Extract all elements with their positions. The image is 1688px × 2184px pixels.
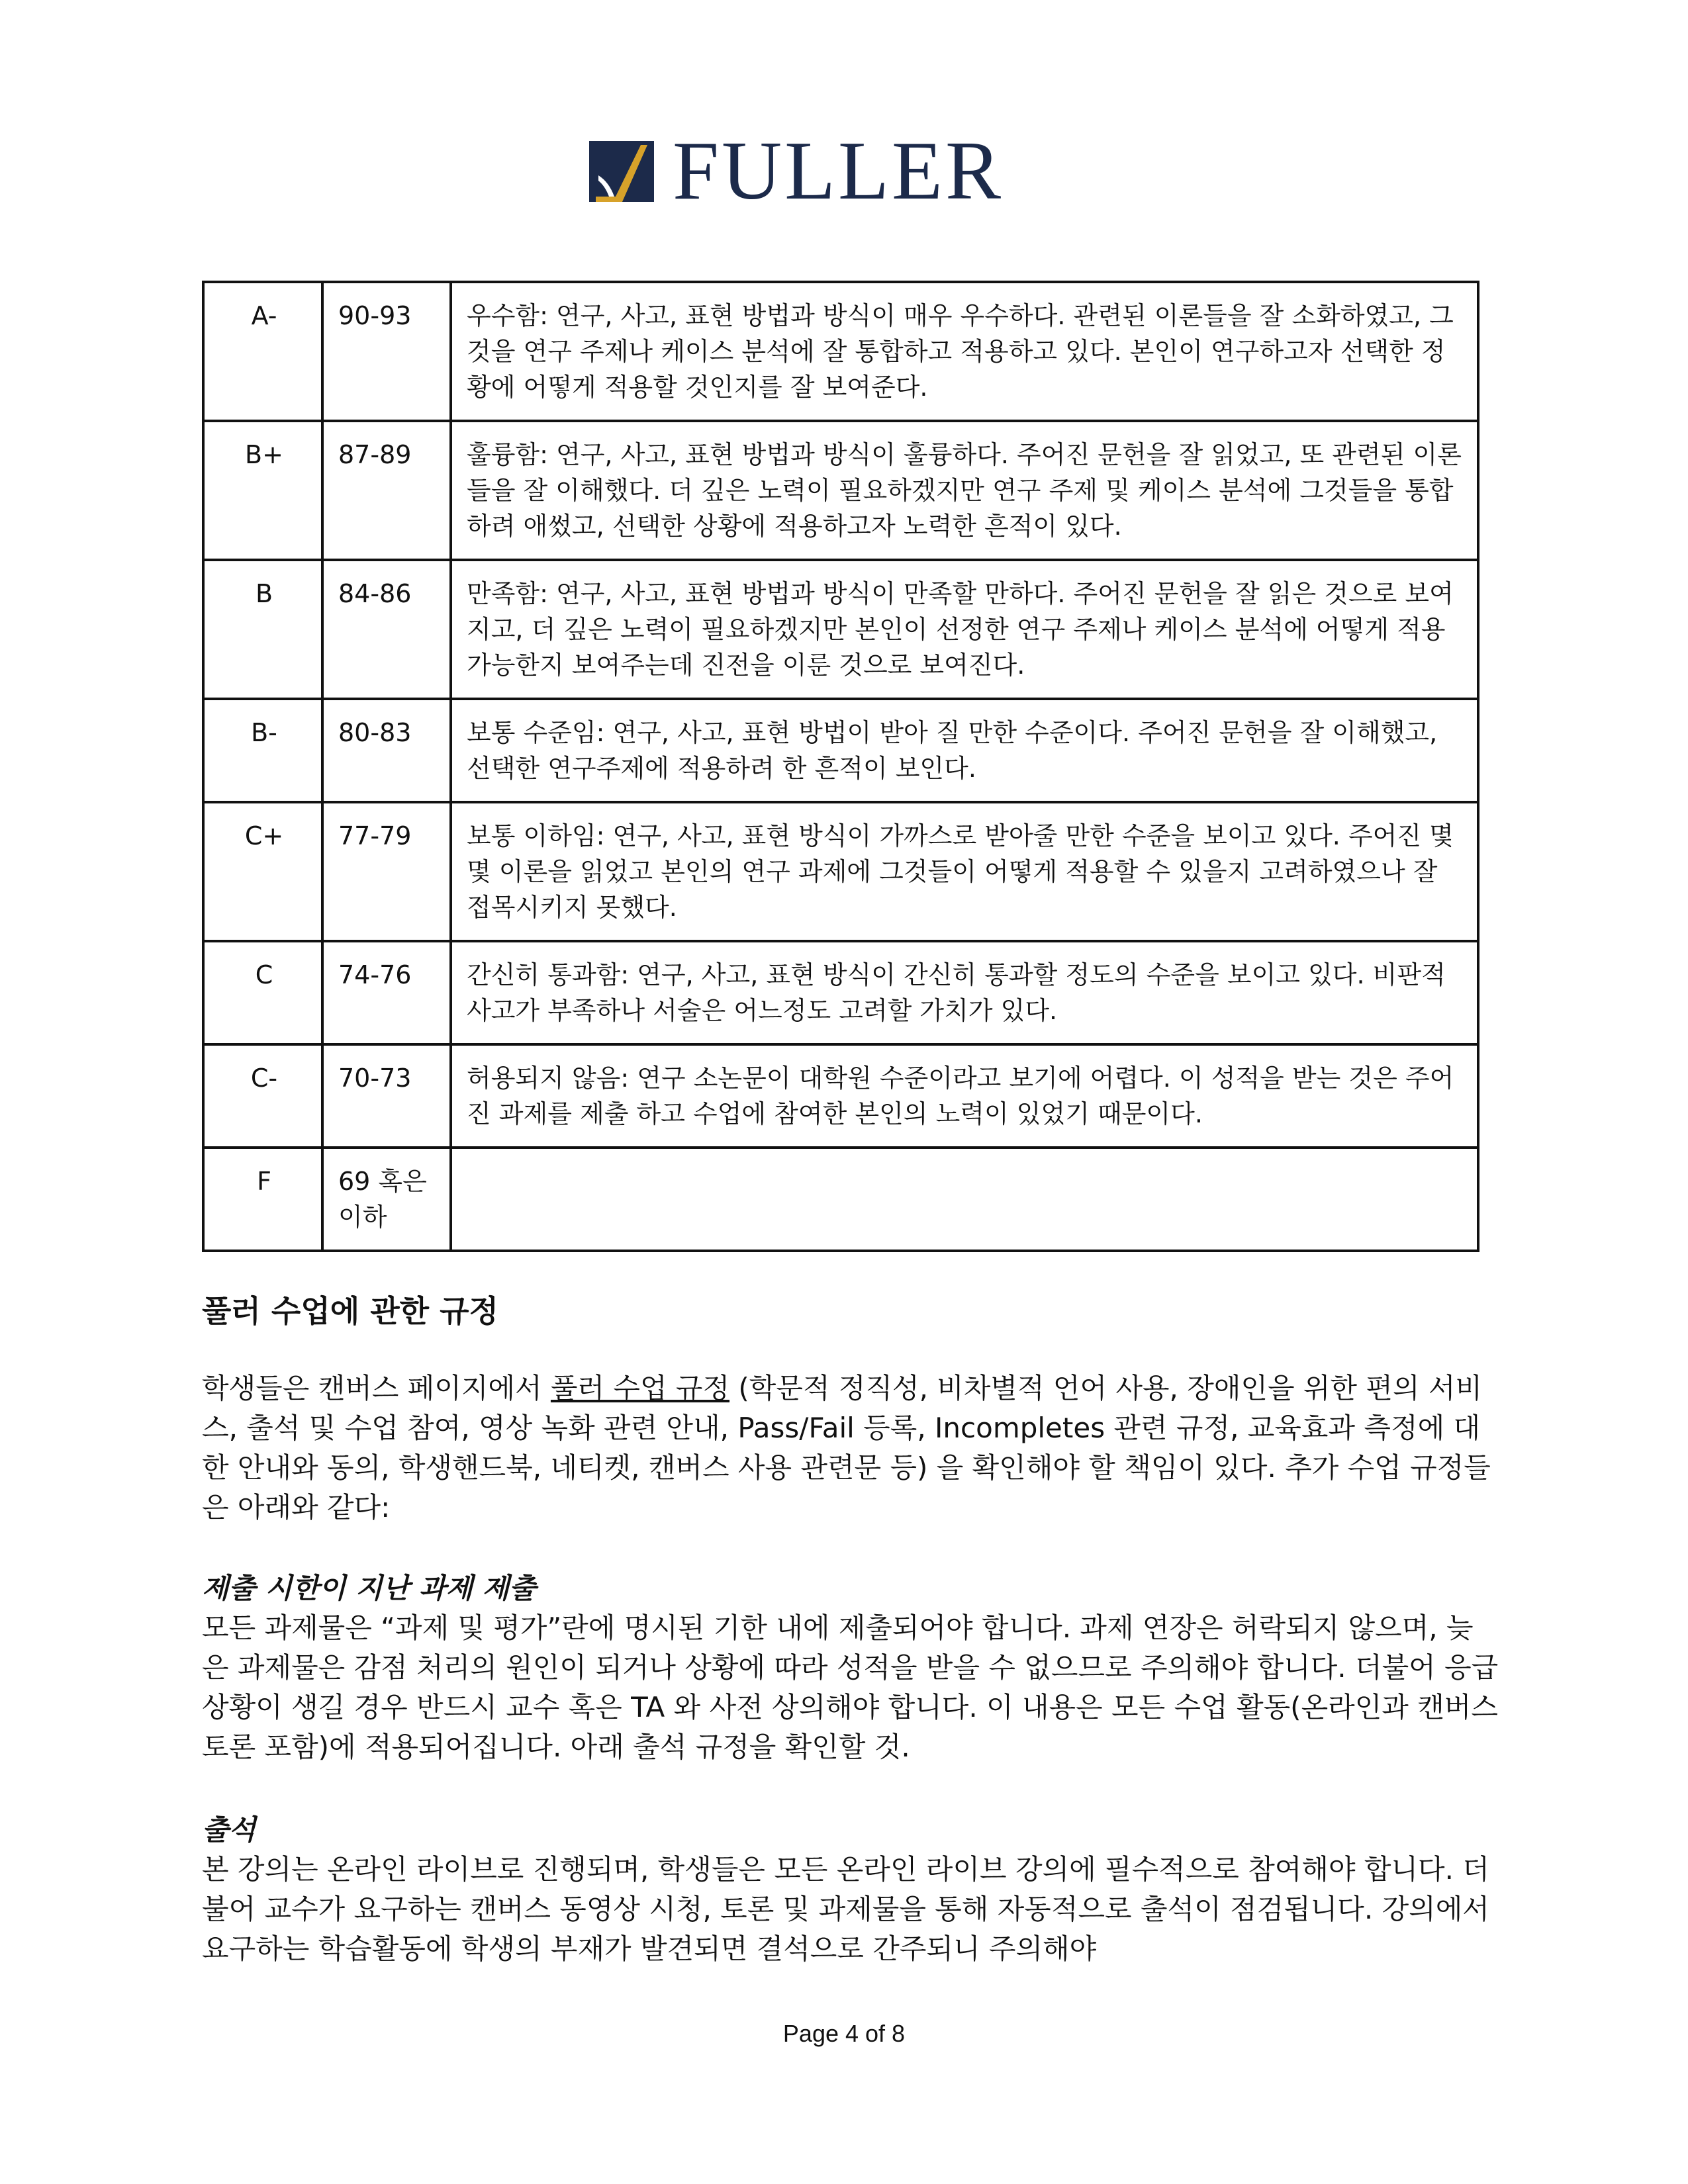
policies-title: 풀러 수업에 관한 규정: [202, 1293, 498, 1329]
fuller-wordmark: FULLER: [673, 125, 1004, 217]
grade-description: 허용되지 않음: 연구 소논문이 대학원 수준이라고 보기에 어렵다. 이 성적을 받는 것은 주어진 과제를 제출 하고 수업에 참여한 본인의 노력이 있었기 때문이다.: [451, 1044, 1478, 1148]
grade-row: [203, 1148, 1478, 1251]
grade-description: 보통 이하임: 연구, 사고, 표현 방식이 가까스로 받아줄 만한 수준을 보이고 있다. 주어진 몇몇 이론을 읽었고 본인의 연구 과제에 그것들이 어떻게 적용할 수 있을지 고려하였으나 잘 접목시키지 못했다.: [451, 802, 1478, 941]
intro-text-end: (학문적 정직성, 비차별적 언어 사용, 장애인을 위한 편의 서비스, 출석 및 수업 참여, 영상 녹화 관련 안내, Pass/Fail 등록, Incompletes 관련 규정, 교육효과 측정에 대한 안내와 동의, 학생핸드북, 네티켓, 캔버스 사용 관련문 등) 을 확인해야 할 책임이 있다. 추가 수업 규정들은 아래와 같다:: [202, 1372, 1491, 1524]
grade-description: 훌륭함: 연구, 사고, 표현 방법과 방식이 훌륭하다. 주어진 문헌을 잘 읽었고, 또 관련된 이론들을 잘 이해했다. 더 깊은 노력이 필요하겠지만 연구 주제 및 케이스 분석에 그것들을 통합하려 애썼고, 선택한 상황에 적용하고자 노력한 흔적이 있다.: [451, 421, 1478, 560]
grade-row: [203, 282, 1478, 421]
grade-row: [203, 421, 1478, 560]
grade-row: [203, 560, 1478, 699]
late-policy-title: 제출 시한이 지난 과제 제출: [202, 1572, 536, 1604]
grade-row: [203, 699, 1478, 802]
grade-description: 보통 수준임: 연구, 사고, 표현 방법이 받아 질 만한 수준이다. 주어진 문헌을 잘 이해했고, 선택한 연구주제에 적용하려 한 흔적이 보인다.: [451, 699, 1478, 802]
grade-letter: C+: [203, 802, 322, 941]
grade-description: [451, 1148, 1478, 1251]
grade-row: [203, 1044, 1478, 1148]
grade-description: 간신히 통과함: 연구, 사고, 표현 방식이 간신히 통과할 정도의 수준을 보이고 있다. 비판적 사고가 부족하나 서술은 어느정도 고려할 가치가 있다.: [451, 941, 1478, 1044]
grade-letter: A-: [203, 282, 322, 421]
fuller-logo: [583, 125, 1004, 217]
grade-range: 84-86: [322, 560, 451, 699]
grade-letter: F: [203, 1148, 322, 1251]
grade-range: 69 혹은 이하: [322, 1148, 451, 1251]
grade-range: 90-93: [322, 282, 451, 421]
intro-text-start: 학생들은 캔버스 페이지에서: [202, 1372, 551, 1404]
grade-range: 70-73: [322, 1044, 451, 1148]
grade-letter: C-: [203, 1044, 322, 1148]
policies-intro: [202, 1369, 1499, 1527]
grade-letter: B: [203, 560, 322, 699]
late-policy-body: 모든 과제물은 “과제 및 평가”란에 명시된 기한 내에 제출되어야 합니다. 과제 연장은 허락되지 않으며, 늦은 과제물은 감점 처리의 원인이 되거나 상황에 따라 성적을 받을 수 없으므로 주의해야 합니다. 더불어 응급 상황이 생길 경우 반드시 교수 혹은 TA 와 사전 상의해야 합니다. 이 내용은 모든 수업 활동(온라인과 캔버스 토론 포함)에 적용되어집니다. 아래 출석 규정을 확인할 것.: [202, 1612, 1499, 1763]
fuller-book-icon: [583, 136, 661, 207]
attendance-title: 출석: [202, 1813, 256, 1846]
grade-description: 우수함: 연구, 사고, 표현 방법과 방식이 매우 우수하다. 관련된 이론들을 잘 소화하였고, 그것을 연구 주제나 케이스 분석에 잘 통합하고 적용하고 있다. 본인이 연구하고자 선택한 정황에 어떻게 적용할 것인지를 잘 보여준다.: [451, 282, 1478, 421]
grade-range: 87-89: [322, 421, 451, 560]
grade-row: [203, 941, 1478, 1044]
page-number: Page 4 of 8: [782, 2020, 906, 2047]
attendance-section: [202, 1810, 1499, 1969]
grade-range: 80-83: [322, 699, 451, 802]
course-policies-link[interactable]: 풀러 수업 규정: [550, 1372, 730, 1404]
late-policy-section: [202, 1569, 1499, 1767]
grade-row: [203, 802, 1478, 941]
attendance-body: 본 강의는 온라인 라이브로 진행되며, 학생들은 모든 온라인 라이브 강의에 필수적으로 참여해야 합니다. 더불어 교수가 요구하는 캔버스 동영상 시청, 토론 및 과제물을 통해 자동적으로 출석이 점검됩니다. 강의에서 요구하는 학습활동에 학생의 부재가 발견되면 결석으로 간주되니 주의해야: [202, 1853, 1489, 1965]
grade-letter: C: [203, 941, 322, 1044]
grade-range: 74-76: [322, 941, 451, 1044]
grade-letter: B-: [203, 699, 322, 802]
grade-letter: B+: [203, 421, 322, 560]
grade-description: 만족함: 연구, 사고, 표현 방법과 방식이 만족할 만하다. 주어진 문헌을 잘 읽은 것으로 보여지고, 더 깊은 노력이 필요하겠지만 본인이 선정한 연구 주제나 케이스 분석에 어떻게 적용가능한지 보여주는데 진전을 이룬 것으로 보여진다.: [451, 560, 1478, 699]
grade-table: [202, 281, 1479, 1252]
grade-range: 77-79: [322, 802, 451, 941]
